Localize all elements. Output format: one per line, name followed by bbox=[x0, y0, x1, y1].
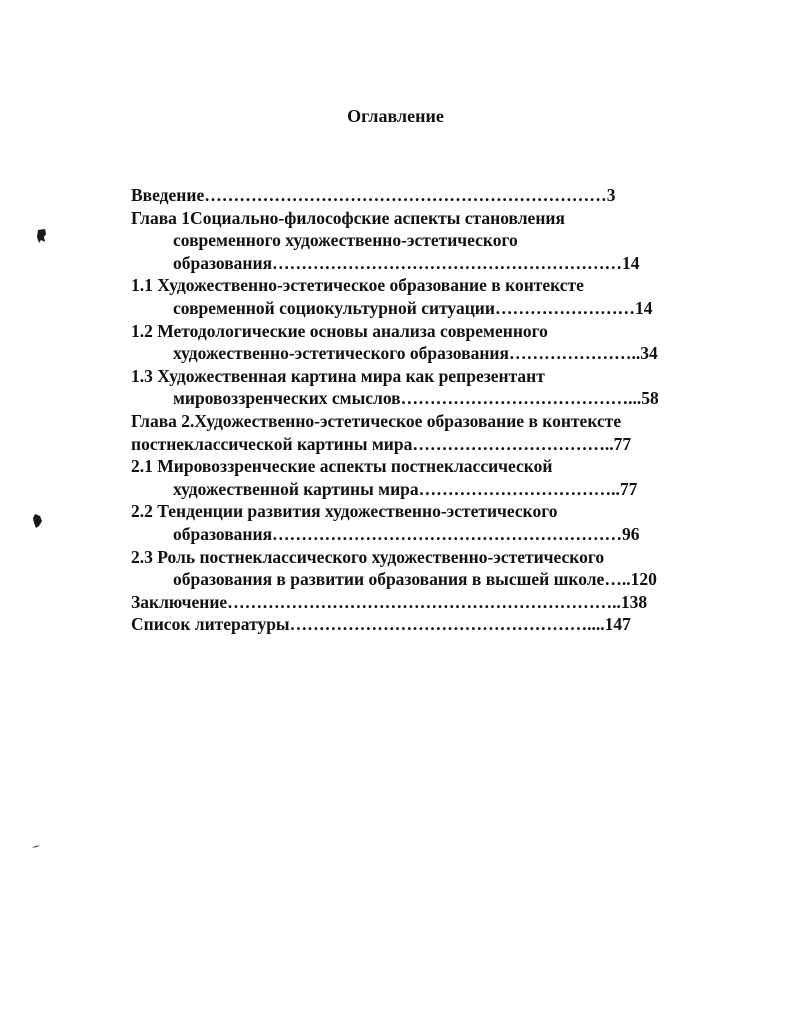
toc-line: современной социокультурной ситуации……………………14 bbox=[173, 297, 653, 318]
toc-line: образования в развитии образования в высшей школе…..120 bbox=[173, 569, 657, 590]
toc-entry-conclusion bbox=[131, 591, 719, 614]
toc-line: постнеклассической картины мира……………………………..77 bbox=[131, 433, 632, 454]
toc-entry-section-1-1 bbox=[131, 274, 719, 319]
toc-line: 1.1 Художественно-эстетическое образование в контексте bbox=[131, 275, 584, 296]
toc-line: Список литературы……………………………………………....147 bbox=[131, 614, 631, 635]
table-of-contents bbox=[131, 184, 719, 636]
scan-mark-icon bbox=[32, 513, 44, 529]
scan-speck-icon bbox=[32, 845, 40, 849]
toc-line: 2.3 Роль постнеклассического художественно-эстетического bbox=[131, 546, 605, 567]
page-title: Оглавление bbox=[347, 106, 444, 126]
toc-entry-chapter-1 bbox=[131, 207, 719, 275]
toc-line: 2.2 Тенденции развития художественно-эстетического bbox=[131, 501, 558, 522]
toc-line: художественно-эстетического образования…………………..34 bbox=[173, 343, 658, 364]
toc-line: 1.2 Методологические основы анализа современного bbox=[131, 320, 548, 341]
toc-line: Введение……………………………………………………………3 bbox=[131, 185, 616, 205]
toc-entry-section-2-2 bbox=[131, 500, 719, 545]
toc-line: Заключение…………………………………………………………..138 bbox=[131, 591, 648, 612]
toc-entry-chapter-2 bbox=[131, 410, 719, 455]
toc-line: художественной картины мира……………………………..77 bbox=[173, 478, 638, 499]
toc-line: образования……………………………………………………96 bbox=[173, 523, 640, 544]
toc-line: мировоззренческих смыслов…………………………………...58 bbox=[173, 388, 659, 409]
toc-entry-section-2-1 bbox=[131, 455, 719, 500]
toc-line: образования……………………………………………………14 bbox=[173, 252, 640, 273]
scan-mark-icon bbox=[36, 228, 48, 244]
toc-entry-section-2-3 bbox=[131, 546, 719, 591]
toc-line: современного художественно-эстетического bbox=[173, 230, 518, 251]
toc-entry-introduction bbox=[131, 184, 719, 207]
toc-line: Глава 2.Художественно-эстетическое образование в контексте bbox=[131, 410, 622, 431]
toc-line: 2.1 Мировоззренческие аспекты постнеклассической bbox=[131, 456, 553, 477]
toc-line: 1.3 Художественная картина мира как репрезентант bbox=[131, 365, 545, 386]
toc-entry-section-1-2 bbox=[131, 320, 719, 365]
toc-line: Глава 1Социально-философские аспекты становления bbox=[131, 207, 565, 228]
toc-entry-section-1-3 bbox=[131, 365, 719, 410]
toc-entry-bibliography bbox=[131, 613, 719, 636]
